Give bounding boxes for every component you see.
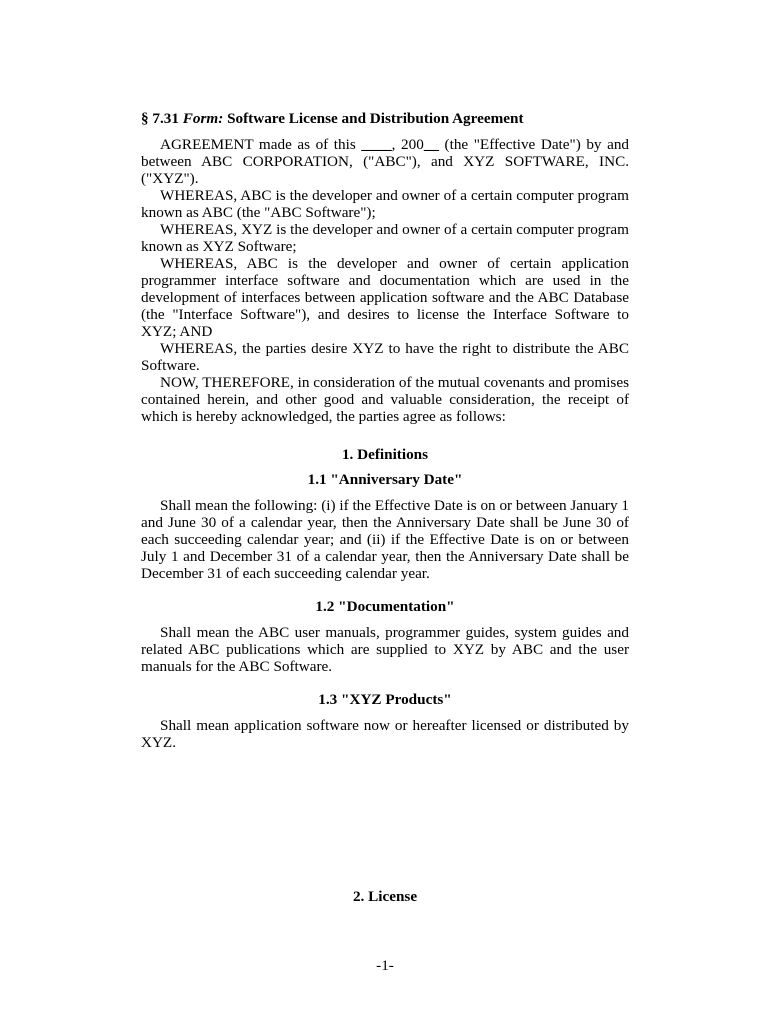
whereas-paragraph-1: WHEREAS, ABC is the developer and owner of a certain computer program known as ABC (the "ABC Software"); [141,187,629,221]
page-number: -1- [376,957,394,974]
year-blank: __ [423,136,439,153]
definition-heading-documentation: 1.2 "Documentation" [315,598,455,615]
definition-heading-anniversary-date: 1.1 "Anniversary Date" [307,471,463,488]
definition-text-documentation: Shall mean the ABC user manuals, programmer guides, system guides and related ABC publications which are supplied to XYZ by ABC and the user manuals for the ABC Software. [141,624,629,675]
document-body [141,110,629,751]
now-therefore-paragraph: NOW, THEREFORE, in consideration of the mutual covenants and promises contained herein, and other good and valuable consideration, the receipt of which is hereby acknowledged, the parties agree as follows: [141,374,629,425]
section-heading-definitions: 1. Definitions [341,446,429,463]
title-agreement-name: Software License and Distribution Agreement [227,110,524,127]
document-title [141,110,629,127]
definition-text-xyz-products: Shall mean application software now or hereafter licensed or distributed by XYZ. [141,717,629,751]
title-section-number: § 7.31 [141,110,179,127]
whereas-paragraph-2: WHEREAS, XYZ is the developer and owner of a certain computer program known as XYZ Software; [141,221,629,255]
day-blank: ____ [361,136,392,153]
section-heading-license: 2. License [352,888,418,905]
definition-text-anniversary-date: Shall mean the following: (i) if the Effective Date is on or between January 1 and June 30 of a calendar year, then the Anniversary Date shall be June 30 of each succeeding calendar year; and (ii) if the Effective Date is on or between July 1 and December 31 of a calendar year, then the Anniversary Date shall be December 31 of each succeeding calendar year. [141,497,629,582]
year-prefix-text: , 200 [391,136,424,153]
definition-heading-xyz-products: 1.3 "XYZ Products" [318,691,452,708]
title-form-word: Form: [182,110,224,127]
whereas-paragraph-3: WHEREAS, ABC is the developer and owner of certain application programmer interface software and documentation which are used in the development of interfaces between application software and the ABC Database (the "Interface Software"), and desires to license the Interface Software to XYZ; AND [141,255,629,340]
whereas-paragraph-4: WHEREAS, the parties desire XYZ to have the right to distribute the ABC Software. [141,340,629,374]
agreement-parties-text: (the "Effective Date") by and between ABC CORPORATION, ("ABC"), and XYZ SOFTWARE, INC. ("XYZ"). [141,136,630,187]
agreement-intro-text: AGREEMENT made as of this [160,136,362,153]
agreement-paragraph [141,136,629,187]
